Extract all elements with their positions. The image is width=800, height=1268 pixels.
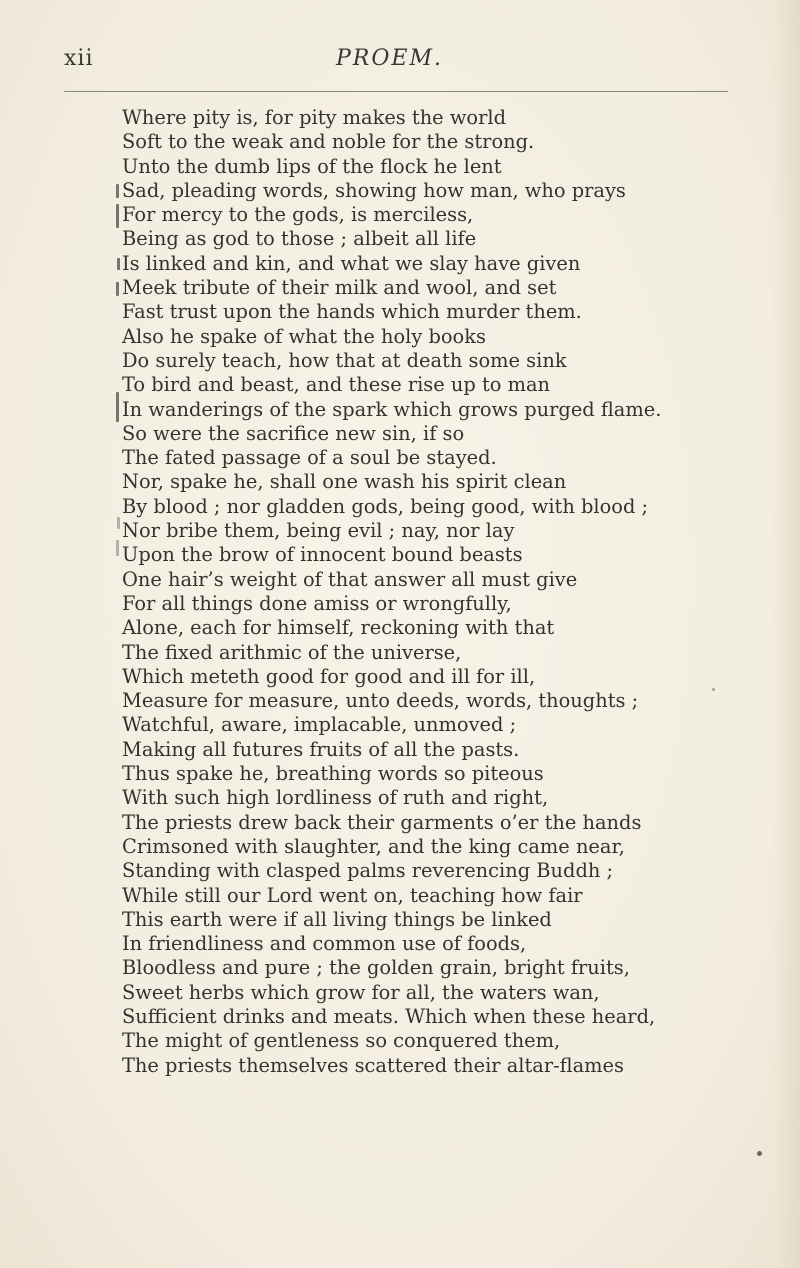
margin-mark [116, 392, 119, 422]
poem-line: The might of gentleness so conquered them, [122, 1029, 561, 1053]
speck [757, 1151, 762, 1156]
poem-line: So were the sacrifice new sin, if so [122, 421, 465, 445]
poem-line: Thus spake he, breathing words so piteous [122, 762, 544, 786]
poem-line: While still our Lord went on, teaching how fair [122, 883, 583, 907]
poem-line: With such high lordliness of ruth and right, [122, 786, 549, 810]
poem-line: Measure for measure, unto deeds, words, thoughts ; [122, 689, 639, 713]
margin-mark [116, 204, 119, 228]
margin-mark [116, 540, 119, 556]
poem-line: The priests themselves scattered their altar-flames [122, 1053, 624, 1077]
poem-line: For all things done amiss or wrongfully, [122, 591, 512, 615]
poem-line: Is linked and kin, and what we slay have given [122, 251, 581, 275]
poem-line: Making all futures fruits of all the pasts. [122, 737, 520, 761]
header-rule [64, 91, 728, 92]
poem-line: Bloodless and pure ; the golden grain, bright fruits, [122, 956, 630, 980]
poem-line: In friendliness and common use of foods, [122, 932, 527, 956]
poem-line: Where pity is, for pity makes the world [122, 106, 506, 129]
poem-line: Standing with clasped palms reverencing Buddh ; [122, 859, 614, 883]
margin-mark [116, 184, 119, 198]
running-title: PROEM. [336, 46, 443, 71]
poem-line: Sufficient drinks and meats. Which when these heard, [122, 1004, 656, 1028]
page-edge-shadow [772, 0, 800, 1268]
poem-text [122, 106, 661, 1078]
poem-line: One hair’s weight of that answer all must give [122, 567, 578, 591]
margin-mark [117, 258, 120, 270]
poem-line: Soft to the weak and noble for the strong. [122, 130, 535, 154]
poem-line: Which meteth good for good and ill for ill, [122, 664, 536, 688]
margin-mark [117, 517, 120, 529]
poem-line: Being as god to those ; albeit all life [122, 227, 477, 251]
poem-line: The priests drew back their garments o’er the hands [122, 810, 642, 834]
poem-line: The fated passage of a soul be stayed. [122, 446, 497, 470]
poem-line: Also he spake of what the holy books [122, 324, 486, 348]
poem-line: Alone, each for himself, reckoning with that [122, 616, 555, 640]
poem-line: Nor, spake he, shall one wash his spirit clean [122, 470, 567, 494]
poem-line: Fast trust upon the hands which murder them. [122, 300, 582, 324]
poem-line: Sweet herbs which grow for all, the waters wan, [122, 980, 600, 1004]
poem-line: Watchful, aware, implacable, unmoved ; [122, 713, 517, 737]
poem-line: Upon the brow of innocent bound beasts [122, 543, 523, 567]
poem-line: Crimsoned with slaughter, and the king came near, [122, 834, 625, 858]
page-number: xii [64, 46, 94, 71]
poem-line: Nor bribe them, being evil ; nay, nor lay [122, 519, 515, 543]
poem-line: Do surely teach, how that at death some sink [122, 348, 567, 372]
poem-line: This earth were if all living things be linked [122, 907, 552, 931]
poem-line: By blood ; nor gladden gods, being good, with blood ; [122, 494, 649, 518]
poem-line: To bird and beast, and these rise up to man [122, 373, 551, 397]
poem-line: Unto the dumb lips of the flock he lent [122, 154, 502, 178]
poem-line: Meek tribute of their milk and wool, and set [122, 276, 557, 300]
poem-line: Sad, pleading words, showing how man, who prays [122, 178, 626, 202]
speck [712, 688, 715, 691]
poem-line: The fixed arithmic of the universe, [122, 640, 462, 664]
margin-mark [116, 282, 119, 296]
poem-line: In wanderings of the spark which grows purged flame. [122, 397, 662, 421]
poem-line: For mercy to the gods, is merciless, [122, 203, 474, 227]
